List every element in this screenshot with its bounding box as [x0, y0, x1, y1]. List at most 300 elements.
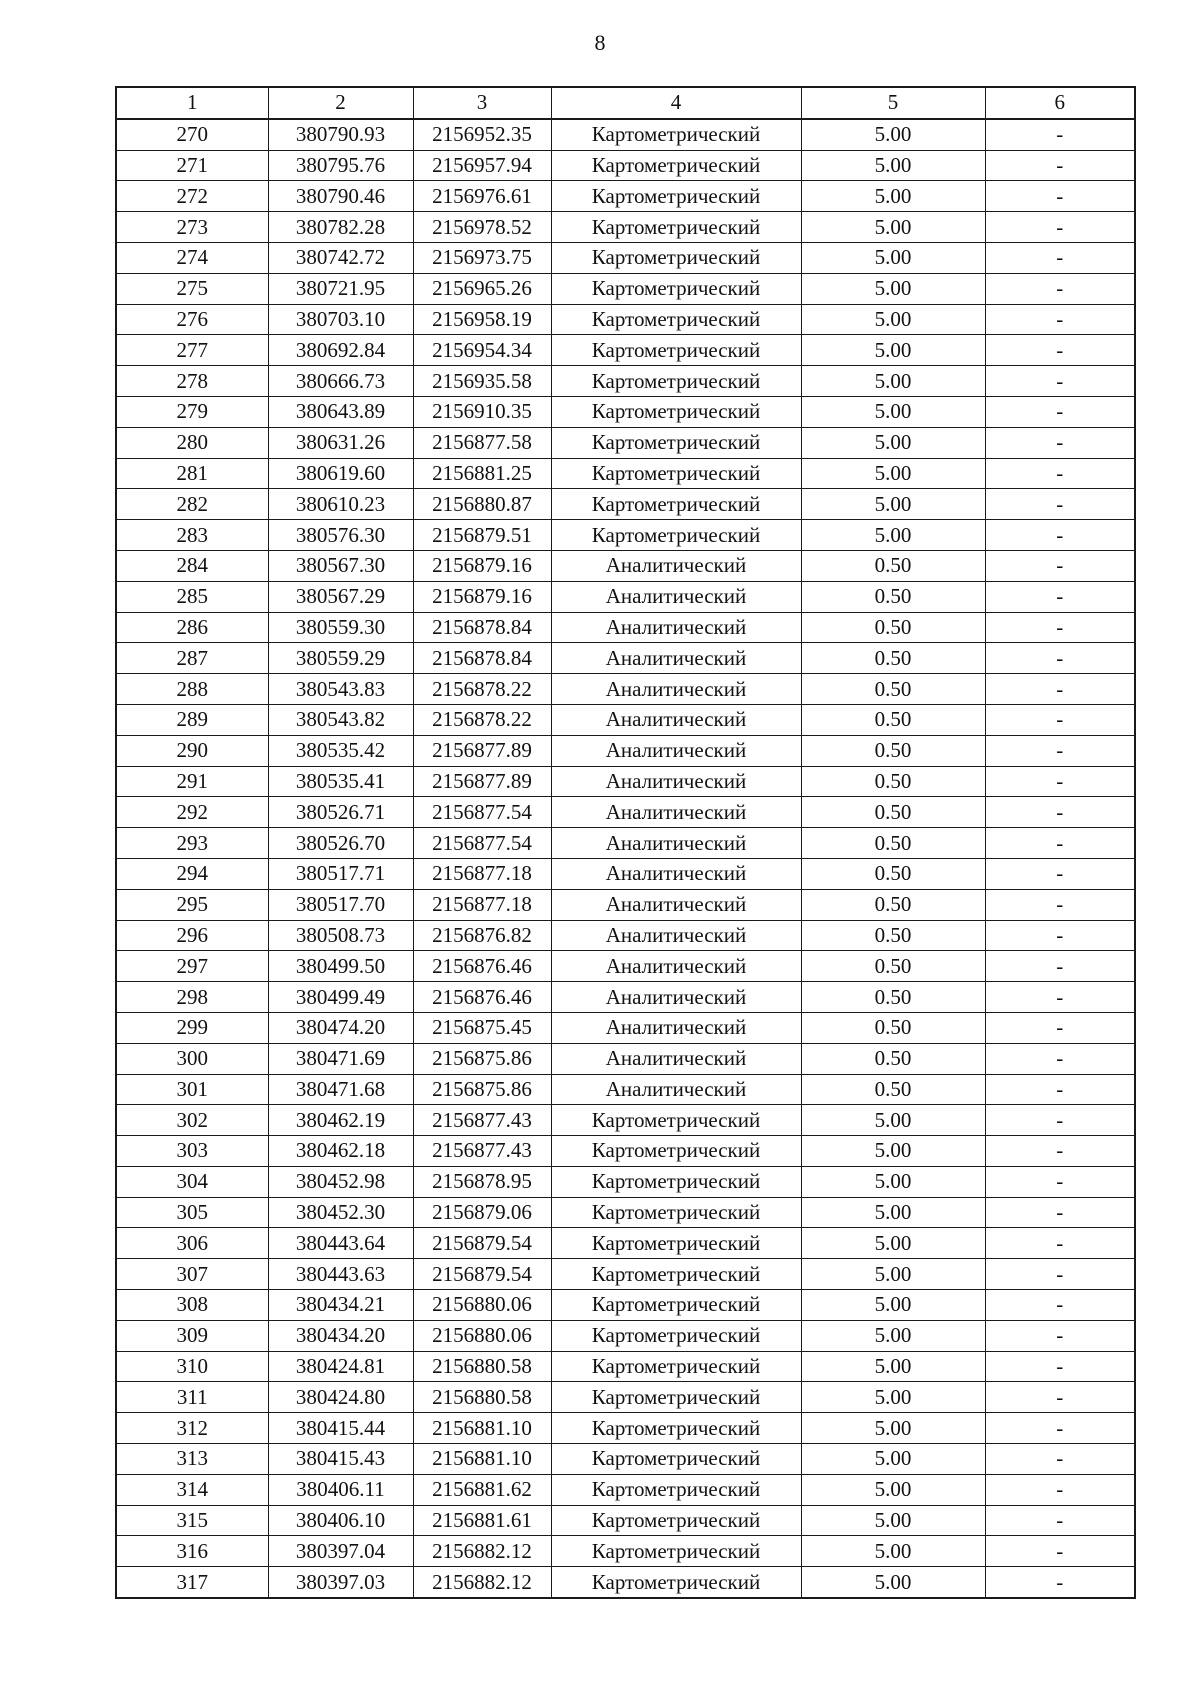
cell-y-coordinate: 2156973.75: [413, 242, 551, 273]
cell-x-coordinate: 380462.19: [268, 1105, 413, 1136]
cell-method: Картометрический: [551, 1166, 801, 1197]
coordinates-table: [115, 86, 1136, 1599]
cell-point-number: 296: [116, 920, 268, 951]
cell-x-coordinate: 380424.80: [268, 1382, 413, 1413]
cell-point-number: 311: [116, 1382, 268, 1413]
cell-point-number: 279: [116, 396, 268, 427]
cell-method: Аналитический: [551, 674, 801, 705]
cell-note: -: [985, 951, 1135, 982]
cell-note: -: [985, 1536, 1135, 1567]
table-row: [116, 212, 1135, 243]
cell-note: -: [985, 335, 1135, 366]
table-row: [116, 643, 1135, 674]
table-row: [116, 181, 1135, 212]
table-row: [116, 1290, 1135, 1321]
cell-note: -: [985, 1197, 1135, 1228]
cell-method: Аналитический: [551, 951, 801, 982]
cell-x-coordinate: 380692.84: [268, 335, 413, 366]
cell-x-coordinate: 380443.63: [268, 1259, 413, 1290]
cell-method: Картометрический: [551, 427, 801, 458]
cell-y-coordinate: 2156881.62: [413, 1474, 551, 1505]
cell-x-coordinate: 380790.93: [268, 119, 413, 150]
cell-accuracy: 5.00: [801, 1290, 985, 1321]
cell-method: Картометрический: [551, 1290, 801, 1321]
cell-note: -: [985, 889, 1135, 920]
cell-x-coordinate: 380782.28: [268, 212, 413, 243]
table-row: [116, 458, 1135, 489]
cell-y-coordinate: 2156879.51: [413, 520, 551, 551]
cell-accuracy: 0.50: [801, 1074, 985, 1105]
cell-point-number: 271: [116, 150, 268, 181]
cell-method: Аналитический: [551, 1043, 801, 1074]
cell-point-number: 277: [116, 335, 268, 366]
cell-accuracy: 5.00: [801, 1228, 985, 1259]
cell-x-coordinate: 380619.60: [268, 458, 413, 489]
cell-point-number: 314: [116, 1474, 268, 1505]
cell-y-coordinate: 2156879.54: [413, 1228, 551, 1259]
cell-y-coordinate: 2156881.10: [413, 1413, 551, 1444]
cell-point-number: 298: [116, 982, 268, 1013]
table-row: [116, 550, 1135, 581]
cell-accuracy: 0.50: [801, 951, 985, 982]
cell-y-coordinate: 2156877.89: [413, 766, 551, 797]
cell-accuracy: 5.00: [801, 396, 985, 427]
cell-x-coordinate: 380567.30: [268, 550, 413, 581]
table-row: [116, 1012, 1135, 1043]
cell-method: Картометрический: [551, 1413, 801, 1444]
table-row: [116, 704, 1135, 735]
cell-point-number: 305: [116, 1197, 268, 1228]
cell-accuracy: 0.50: [801, 858, 985, 889]
cell-method: Картометрический: [551, 458, 801, 489]
cell-y-coordinate: 2156878.84: [413, 612, 551, 643]
table-row: [116, 427, 1135, 458]
cell-method: Картометрический: [551, 396, 801, 427]
cell-point-number: 288: [116, 674, 268, 705]
cell-x-coordinate: 380471.69: [268, 1043, 413, 1074]
cell-method: Аналитический: [551, 920, 801, 951]
cell-accuracy: 5.00: [801, 1444, 985, 1475]
cell-point-number: 291: [116, 766, 268, 797]
table-row: [116, 273, 1135, 304]
table-row: [116, 766, 1135, 797]
cell-point-number: 273: [116, 212, 268, 243]
table-row: [116, 1505, 1135, 1536]
cell-accuracy: 0.50: [801, 797, 985, 828]
cell-y-coordinate: 2156957.94: [413, 150, 551, 181]
cell-y-coordinate: 2156875.86: [413, 1043, 551, 1074]
cell-y-coordinate: 2156876.46: [413, 951, 551, 982]
cell-y-coordinate: 2156876.82: [413, 920, 551, 951]
cell-note: -: [985, 119, 1135, 150]
cell-accuracy: 5.00: [801, 366, 985, 397]
cell-point-number: 312: [116, 1413, 268, 1444]
cell-y-coordinate: 2156878.84: [413, 643, 551, 674]
cell-method: Аналитический: [551, 643, 801, 674]
cell-point-number: 294: [116, 858, 268, 889]
cell-x-coordinate: 380397.03: [268, 1567, 413, 1598]
cell-x-coordinate: 380434.21: [268, 1290, 413, 1321]
cell-note: -: [985, 1074, 1135, 1105]
cell-x-coordinate: 380576.30: [268, 520, 413, 551]
cell-x-coordinate: 380535.41: [268, 766, 413, 797]
table-row: [116, 1444, 1135, 1475]
cell-point-number: 280: [116, 427, 268, 458]
table-row: [116, 1413, 1135, 1444]
cell-accuracy: 0.50: [801, 766, 985, 797]
cell-note: -: [985, 643, 1135, 674]
cell-accuracy: 5.00: [801, 1474, 985, 1505]
table-row: [116, 520, 1135, 551]
cell-y-coordinate: 2156952.35: [413, 119, 551, 150]
cell-point-number: 293: [116, 828, 268, 859]
cell-point-number: 307: [116, 1259, 268, 1290]
table-row: [116, 1567, 1135, 1598]
cell-x-coordinate: 380443.64: [268, 1228, 413, 1259]
cell-y-coordinate: 2156878.22: [413, 674, 551, 705]
cell-x-coordinate: 380643.89: [268, 396, 413, 427]
table-row: [116, 150, 1135, 181]
cell-note: -: [985, 828, 1135, 859]
cell-note: -: [985, 396, 1135, 427]
cell-accuracy: 5.00: [801, 1105, 985, 1136]
cell-accuracy: 0.50: [801, 1012, 985, 1043]
cell-point-number: 306: [116, 1228, 268, 1259]
cell-accuracy: 5.00: [801, 212, 985, 243]
cell-note: -: [985, 1382, 1135, 1413]
cell-method: Картометрический: [551, 1382, 801, 1413]
cell-x-coordinate: 380517.71: [268, 858, 413, 889]
cell-accuracy: 5.00: [801, 1382, 985, 1413]
cell-note: -: [985, 1228, 1135, 1259]
cell-x-coordinate: 380415.44: [268, 1413, 413, 1444]
table-row: [116, 1536, 1135, 1567]
cell-note: -: [985, 1474, 1135, 1505]
cell-point-number: 284: [116, 550, 268, 581]
cell-point-number: 287: [116, 643, 268, 674]
cell-point-number: 301: [116, 1074, 268, 1105]
cell-accuracy: 5.00: [801, 1197, 985, 1228]
cell-method: Картометрический: [551, 335, 801, 366]
cell-point-number: 285: [116, 581, 268, 612]
cell-method: Картометрический: [551, 1505, 801, 1536]
cell-method: Картометрический: [551, 520, 801, 551]
cell-accuracy: 5.00: [801, 1166, 985, 1197]
cell-y-coordinate: 2156877.89: [413, 735, 551, 766]
cell-method: Аналитический: [551, 797, 801, 828]
cell-y-coordinate: 2156877.54: [413, 828, 551, 859]
cell-accuracy: 5.00: [801, 427, 985, 458]
cell-point-number: 315: [116, 1505, 268, 1536]
cell-accuracy: 0.50: [801, 550, 985, 581]
cell-point-number: 302: [116, 1105, 268, 1136]
cell-method: Аналитический: [551, 828, 801, 859]
cell-method: Картометрический: [551, 1444, 801, 1475]
cell-point-number: 316: [116, 1536, 268, 1567]
cell-y-coordinate: 2156935.58: [413, 366, 551, 397]
cell-note: -: [985, 1105, 1135, 1136]
cell-x-coordinate: 380742.72: [268, 242, 413, 273]
cell-method: Аналитический: [551, 1012, 801, 1043]
cell-method: Картометрический: [551, 1474, 801, 1505]
cell-x-coordinate: 380567.29: [268, 581, 413, 612]
cell-point-number: 297: [116, 951, 268, 982]
cell-y-coordinate: 2156880.87: [413, 489, 551, 520]
cell-x-coordinate: 380471.68: [268, 1074, 413, 1105]
table-row: [116, 612, 1135, 643]
cell-y-coordinate: 2156876.46: [413, 982, 551, 1013]
cell-y-coordinate: 2156879.16: [413, 581, 551, 612]
table-row: [116, 889, 1135, 920]
cell-note: -: [985, 766, 1135, 797]
table-row: [116, 1228, 1135, 1259]
cell-point-number: 274: [116, 242, 268, 273]
cell-y-coordinate: 2156877.58: [413, 427, 551, 458]
cell-x-coordinate: 380499.49: [268, 982, 413, 1013]
cell-point-number: 292: [116, 797, 268, 828]
table-row: [116, 1074, 1135, 1105]
cell-accuracy: 5.00: [801, 335, 985, 366]
cell-accuracy: 0.50: [801, 674, 985, 705]
cell-x-coordinate: 380559.30: [268, 612, 413, 643]
header-row: [116, 87, 1135, 119]
cell-point-number: 278: [116, 366, 268, 397]
cell-y-coordinate: 2156881.10: [413, 1444, 551, 1475]
cell-x-coordinate: 380666.73: [268, 366, 413, 397]
cell-method: Аналитический: [551, 982, 801, 1013]
table-row: [116, 1043, 1135, 1074]
table-row: [116, 242, 1135, 273]
cell-note: -: [985, 242, 1135, 273]
cell-point-number: 276: [116, 304, 268, 335]
table-row: [116, 828, 1135, 859]
table-row: [116, 1136, 1135, 1167]
cell-accuracy: 5.00: [801, 489, 985, 520]
cell-y-coordinate: 2156880.06: [413, 1290, 551, 1321]
table-row: [116, 1474, 1135, 1505]
cell-method: Картометрический: [551, 489, 801, 520]
header-col-5: 5: [801, 87, 985, 119]
cell-method: Аналитический: [551, 735, 801, 766]
cell-x-coordinate: 380517.70: [268, 889, 413, 920]
cell-accuracy: 5.00: [801, 520, 985, 551]
header-col-6: 6: [985, 87, 1135, 119]
cell-note: -: [985, 1567, 1135, 1598]
cell-accuracy: 0.50: [801, 581, 985, 612]
cell-method: Картометрический: [551, 242, 801, 273]
cell-accuracy: 0.50: [801, 889, 985, 920]
cell-method: Картометрический: [551, 1536, 801, 1567]
cell-method: Картометрический: [551, 1259, 801, 1290]
cell-y-coordinate: 2156877.43: [413, 1105, 551, 1136]
cell-note: -: [985, 550, 1135, 581]
cell-point-number: 282: [116, 489, 268, 520]
cell-x-coordinate: 380610.23: [268, 489, 413, 520]
cell-method: Аналитический: [551, 612, 801, 643]
cell-method: Аналитический: [551, 858, 801, 889]
cell-x-coordinate: 380406.11: [268, 1474, 413, 1505]
cell-y-coordinate: 2156882.12: [413, 1567, 551, 1598]
cell-x-coordinate: 380790.46: [268, 181, 413, 212]
cell-note: -: [985, 612, 1135, 643]
header-col-4: 4: [551, 87, 801, 119]
cell-note: -: [985, 1166, 1135, 1197]
cell-note: -: [985, 520, 1135, 551]
cell-x-coordinate: 380508.73: [268, 920, 413, 951]
cell-note: -: [985, 366, 1135, 397]
cell-point-number: 308: [116, 1290, 268, 1321]
table-row: [116, 119, 1135, 150]
cell-accuracy: 5.00: [801, 1136, 985, 1167]
cell-y-coordinate: 2156965.26: [413, 273, 551, 304]
cell-y-coordinate: 2156875.86: [413, 1074, 551, 1105]
header-col-2: 2: [268, 87, 413, 119]
cell-x-coordinate: 380499.50: [268, 951, 413, 982]
cell-note: -: [985, 704, 1135, 735]
cell-point-number: 303: [116, 1136, 268, 1167]
cell-y-coordinate: 2156879.54: [413, 1259, 551, 1290]
cell-x-coordinate: 380543.82: [268, 704, 413, 735]
cell-note: -: [985, 304, 1135, 335]
cell-x-coordinate: 380631.26: [268, 427, 413, 458]
cell-method: Картометрический: [551, 1136, 801, 1167]
cell-y-coordinate: 2156879.16: [413, 550, 551, 581]
cell-method: Аналитический: [551, 766, 801, 797]
cell-accuracy: 5.00: [801, 1259, 985, 1290]
cell-note: -: [985, 1505, 1135, 1536]
cell-note: -: [985, 1320, 1135, 1351]
cell-point-number: 309: [116, 1320, 268, 1351]
cell-note: -: [985, 920, 1135, 951]
cell-method: Картометрический: [551, 150, 801, 181]
cell-note: -: [985, 212, 1135, 243]
cell-point-number: 272: [116, 181, 268, 212]
cell-accuracy: 0.50: [801, 828, 985, 859]
cell-accuracy: 5.00: [801, 1413, 985, 1444]
cell-method: Картометрический: [551, 1228, 801, 1259]
cell-accuracy: 5.00: [801, 1505, 985, 1536]
cell-accuracy: 5.00: [801, 304, 985, 335]
cell-point-number: 295: [116, 889, 268, 920]
cell-y-coordinate: 2156877.18: [413, 858, 551, 889]
cell-note: -: [985, 1012, 1135, 1043]
cell-x-coordinate: 380535.42: [268, 735, 413, 766]
cell-x-coordinate: 380452.30: [268, 1197, 413, 1228]
cell-y-coordinate: 2156882.12: [413, 1536, 551, 1567]
cell-note: -: [985, 150, 1135, 181]
cell-accuracy: 5.00: [801, 1536, 985, 1567]
table-row: [116, 951, 1135, 982]
cell-note: -: [985, 1043, 1135, 1074]
cell-note: -: [985, 1413, 1135, 1444]
table-row: [116, 581, 1135, 612]
cell-note: -: [985, 797, 1135, 828]
cell-y-coordinate: 2156877.43: [413, 1136, 551, 1167]
cell-y-coordinate: 2156954.34: [413, 335, 551, 366]
cell-accuracy: 5.00: [801, 273, 985, 304]
cell-note: -: [985, 489, 1135, 520]
cell-method: Картометрический: [551, 1197, 801, 1228]
cell-method: Картометрический: [551, 212, 801, 243]
cell-y-coordinate: 2156878.22: [413, 704, 551, 735]
cell-point-number: 281: [116, 458, 268, 489]
cell-note: -: [985, 273, 1135, 304]
cell-y-coordinate: 2156880.58: [413, 1382, 551, 1413]
cell-accuracy: 5.00: [801, 1351, 985, 1382]
cell-accuracy: 5.00: [801, 150, 985, 181]
cell-method: Аналитический: [551, 1074, 801, 1105]
cell-method: Картометрический: [551, 119, 801, 150]
cell-x-coordinate: 380795.76: [268, 150, 413, 181]
cell-x-coordinate: 380434.20: [268, 1320, 413, 1351]
cell-x-coordinate: 380721.95: [268, 273, 413, 304]
cell-method: Аналитический: [551, 581, 801, 612]
cell-point-number: 313: [116, 1444, 268, 1475]
cell-method: Картометрический: [551, 366, 801, 397]
cell-point-number: 286: [116, 612, 268, 643]
cell-method: Картометрический: [551, 1105, 801, 1136]
cell-note: -: [985, 858, 1135, 889]
cell-point-number: 317: [116, 1567, 268, 1598]
cell-note: -: [985, 982, 1135, 1013]
cell-y-coordinate: 2156881.25: [413, 458, 551, 489]
cell-point-number: 270: [116, 119, 268, 150]
table-body: [116, 119, 1135, 1598]
table-row: [116, 1320, 1135, 1351]
cell-accuracy: 5.00: [801, 181, 985, 212]
cell-method: Картометрический: [551, 181, 801, 212]
cell-y-coordinate: 2156875.45: [413, 1012, 551, 1043]
cell-note: -: [985, 1136, 1135, 1167]
table-row: [116, 489, 1135, 520]
cell-y-coordinate: 2156880.06: [413, 1320, 551, 1351]
cell-y-coordinate: 2156978.52: [413, 212, 551, 243]
cell-point-number: 275: [116, 273, 268, 304]
table-row: [116, 858, 1135, 889]
table-row: [116, 735, 1135, 766]
header-col-3: 3: [413, 87, 551, 119]
cell-method: Аналитический: [551, 550, 801, 581]
cell-accuracy: 5.00: [801, 1320, 985, 1351]
cell-x-coordinate: 380474.20: [268, 1012, 413, 1043]
cell-x-coordinate: 380424.81: [268, 1351, 413, 1382]
cell-y-coordinate: 2156877.18: [413, 889, 551, 920]
cell-x-coordinate: 380397.04: [268, 1536, 413, 1567]
cell-point-number: 289: [116, 704, 268, 735]
table-row: [116, 920, 1135, 951]
cell-y-coordinate: 2156879.06: [413, 1197, 551, 1228]
cell-accuracy: 5.00: [801, 458, 985, 489]
cell-note: -: [985, 674, 1135, 705]
cell-note: -: [985, 735, 1135, 766]
table-row: [116, 304, 1135, 335]
cell-note: -: [985, 427, 1135, 458]
cell-point-number: 300: [116, 1043, 268, 1074]
cell-note: -: [985, 1259, 1135, 1290]
table-row: [116, 1382, 1135, 1413]
cell-accuracy: 0.50: [801, 920, 985, 951]
cell-x-coordinate: 380526.71: [268, 797, 413, 828]
cell-note: -: [985, 458, 1135, 489]
cell-y-coordinate: 2156877.54: [413, 797, 551, 828]
table-row: [116, 982, 1135, 1013]
cell-accuracy: 0.50: [801, 982, 985, 1013]
cell-y-coordinate: 2156910.35: [413, 396, 551, 427]
cell-method: Аналитический: [551, 704, 801, 735]
cell-y-coordinate: 2156880.58: [413, 1351, 551, 1382]
cell-note: -: [985, 581, 1135, 612]
cell-accuracy: 0.50: [801, 735, 985, 766]
